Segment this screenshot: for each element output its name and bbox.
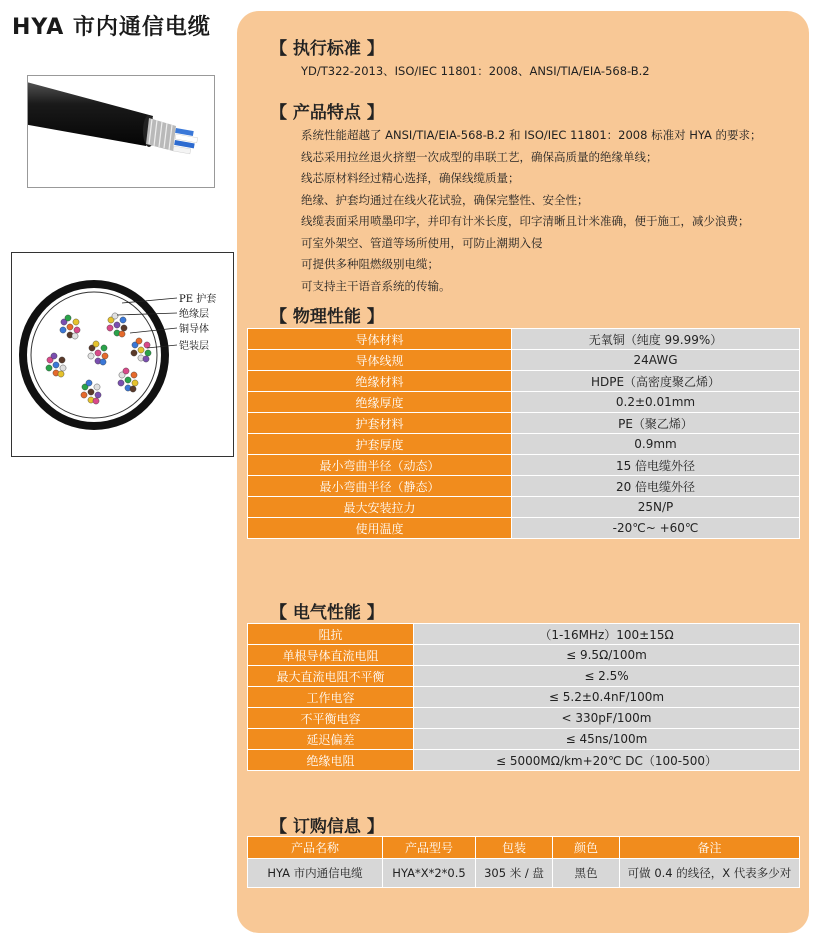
- wire-core: [93, 341, 99, 347]
- physical-key: 绝缘材料: [248, 371, 512, 392]
- wire-core: [51, 353, 57, 359]
- physical-value: -20℃~ +60℃: [512, 518, 800, 539]
- wire-core: [131, 372, 137, 378]
- section-order-heading: 【 订购信息 】: [270, 817, 384, 837]
- section-physical-heading: 【 物理性能 】: [270, 307, 384, 327]
- wire-core: [121, 325, 127, 331]
- label-pe-jacket: PE 护套: [179, 294, 217, 305]
- electrical-key: 不平衡电容: [248, 708, 414, 729]
- electrical-value: ≤ 9.5Ω/100m: [414, 645, 800, 666]
- wire-core: [143, 356, 149, 362]
- feature-item: 可提供多种阻燃级别电缆；: [301, 257, 439, 271]
- order-cell: 可做 0.4 的线径，X 代表多少对: [620, 859, 800, 888]
- wire-core: [138, 347, 144, 353]
- physical-key: 最小弯曲半径（静态）: [248, 476, 512, 497]
- page-title: HYA 市内通信电缆: [12, 15, 211, 40]
- table-row: [248, 371, 800, 392]
- wire-core: [65, 315, 71, 321]
- physical-key: 护套材料: [248, 413, 512, 434]
- electrical-key: 阻抗: [248, 624, 414, 645]
- physical-key: 导体材料: [248, 329, 512, 350]
- wire-core: [132, 380, 138, 386]
- wire-core: [119, 331, 125, 337]
- order-cell: HYA*X*2*0.5: [383, 859, 476, 888]
- physical-key: 绝缘厚度: [248, 392, 512, 413]
- wire-core: [81, 392, 87, 398]
- feature-item: 线芯原材料经过精心选择，确保线缆质量；: [301, 171, 520, 185]
- order-header: 颜色: [553, 837, 620, 859]
- wire-core: [93, 398, 99, 404]
- wire-core: [145, 350, 151, 356]
- feature-item: 绝缘、护套均通过在线火花试验，确保完整性、安全性；: [301, 192, 589, 207]
- feature-item: 系统性能超越了 ANSI/TIA/EIA-568-B.2 和 ISO/IEC 11801：2008 标准对 HYA 的要求；: [301, 128, 762, 142]
- electrical-value: ≤ 5000MΩ/km+20℃ DC（100-500）: [414, 750, 800, 771]
- order-header: 备注: [620, 837, 800, 859]
- wire-core: [88, 389, 94, 395]
- table-row: [248, 859, 800, 888]
- cable-photo: [27, 75, 215, 188]
- table-row: [248, 687, 800, 708]
- physical-key: 导体线规: [248, 350, 512, 371]
- order-table: [247, 836, 800, 888]
- order-cell: 305 米 / 盘: [476, 859, 553, 888]
- section-features-heading: 【 产品特点 】: [270, 103, 384, 123]
- wire-core: [107, 325, 113, 331]
- wire-core: [102, 353, 108, 359]
- table-row: [248, 750, 800, 771]
- table-row: [248, 708, 800, 729]
- table-row: [248, 455, 800, 476]
- wire-core: [112, 313, 118, 319]
- wire-core: [53, 362, 59, 368]
- wire-core: [73, 319, 79, 325]
- order-cell: HYA 市内通信电缆: [248, 859, 383, 888]
- electrical-value: ≤ 2.5%: [414, 666, 800, 687]
- physical-value: 24AWG: [512, 350, 800, 371]
- wire-core: [60, 365, 66, 371]
- feature-item: 可室外架空、管道等场所使用，可防止潮期入侵: [301, 235, 543, 250]
- table-row: [248, 666, 800, 687]
- wire-core: [95, 350, 101, 356]
- physical-value: 20 倍电缆外径: [512, 476, 800, 497]
- wire-core: [101, 345, 107, 351]
- physical-value: 0.9mm: [512, 434, 800, 455]
- physical-value: 0.2±0.01mm: [512, 392, 800, 413]
- wire-core: [59, 357, 65, 363]
- label-insulation: 绝缘层: [179, 309, 209, 320]
- electrical-key: 最大直流电阻不平衡: [248, 666, 414, 687]
- electrical-table: [247, 623, 800, 771]
- cable-cross-section: [11, 252, 234, 457]
- features-list: [301, 125, 762, 297]
- physical-value: 15 倍电缆外径: [512, 455, 800, 476]
- physical-value: 无氧铜（纯度 99.99%）: [512, 329, 800, 350]
- section-standard-heading: 【 执行标准 】: [270, 39, 384, 59]
- table-row: [248, 413, 800, 434]
- label-armor: 铠装层: [179, 341, 209, 352]
- wire-core: [46, 365, 52, 371]
- physical-key: 最大安装拉力: [248, 497, 512, 518]
- wire-core: [86, 380, 92, 386]
- table-row: [248, 729, 800, 750]
- wire-core: [94, 384, 100, 390]
- order-header: 产品型号: [383, 837, 476, 859]
- wire-core: [123, 368, 129, 374]
- label-copper: 铜导体: [179, 324, 209, 335]
- wire-core: [144, 342, 150, 348]
- wire-core: [100, 359, 106, 365]
- table-row: [248, 350, 800, 371]
- physical-value: PE（聚乙烯）: [512, 413, 800, 434]
- section-electrical-heading: 【 电气性能 】: [270, 603, 384, 623]
- wire-core: [60, 327, 66, 333]
- wire-core: [74, 327, 80, 333]
- physical-table: [247, 328, 800, 539]
- wire-core: [114, 322, 120, 328]
- table-row: [248, 476, 800, 497]
- standard-text: YD/T322-2013、ISO/IEC 11801：2008、ANSI/TIA/EIA-568-B.2: [301, 64, 650, 78]
- physical-value: 25N/P: [512, 497, 800, 518]
- wire-core: [58, 371, 64, 377]
- physical-key: 最小弯曲半径（动态）: [248, 455, 512, 476]
- wire-core: [88, 353, 94, 359]
- electrical-key: 工作电容: [248, 687, 414, 708]
- table-row: [248, 518, 800, 539]
- electrical-key: 绝缘电阻: [248, 750, 414, 771]
- physical-key: 护套厚度: [248, 434, 512, 455]
- wire-core: [120, 317, 126, 323]
- table-row: [248, 434, 800, 455]
- feature-item: 可支持主干语音系统的传输。: [301, 278, 451, 293]
- electrical-value: （1-16MHz）100±15Ω: [414, 624, 800, 645]
- table-row: [248, 497, 800, 518]
- wire-core: [72, 333, 78, 339]
- table-row: [248, 392, 800, 413]
- wire-core: [131, 350, 137, 356]
- feature-item: 线芯采用拉丝退火挤塑一次成型的串联工艺，确保高质量的绝缘单线；: [301, 149, 658, 164]
- wire-core: [136, 338, 142, 344]
- order-header: 包装: [476, 837, 553, 859]
- feature-item: 线缆表面采用喷墨印字，并印有计米长度，印字清晰且计米准确，便于施工，减少浪费；: [301, 214, 750, 228]
- table-header-row: [248, 837, 800, 859]
- table-row: [248, 329, 800, 350]
- wire-core: [118, 380, 124, 386]
- order-header: 产品名称: [248, 837, 383, 859]
- order-cell: 黑色: [553, 859, 620, 888]
- electrical-key: 单根导体直流电阻: [248, 645, 414, 666]
- physical-key: 使用温度: [248, 518, 512, 539]
- wire-core: [67, 324, 73, 330]
- wire-core: [95, 392, 101, 398]
- electrical-key: 延迟偏差: [248, 729, 414, 750]
- wire-core: [125, 377, 131, 383]
- electrical-value: ≤ 45ns/100m: [414, 729, 800, 750]
- electrical-value: ≤ 5.2±0.4nF/100m: [414, 687, 800, 708]
- wire-core: [130, 386, 136, 392]
- table-row: [248, 624, 800, 645]
- physical-value: HDPE（高密度聚乙烯）: [512, 371, 800, 392]
- table-row: [248, 645, 800, 666]
- electrical-value: < 330pF/100m: [414, 708, 800, 729]
